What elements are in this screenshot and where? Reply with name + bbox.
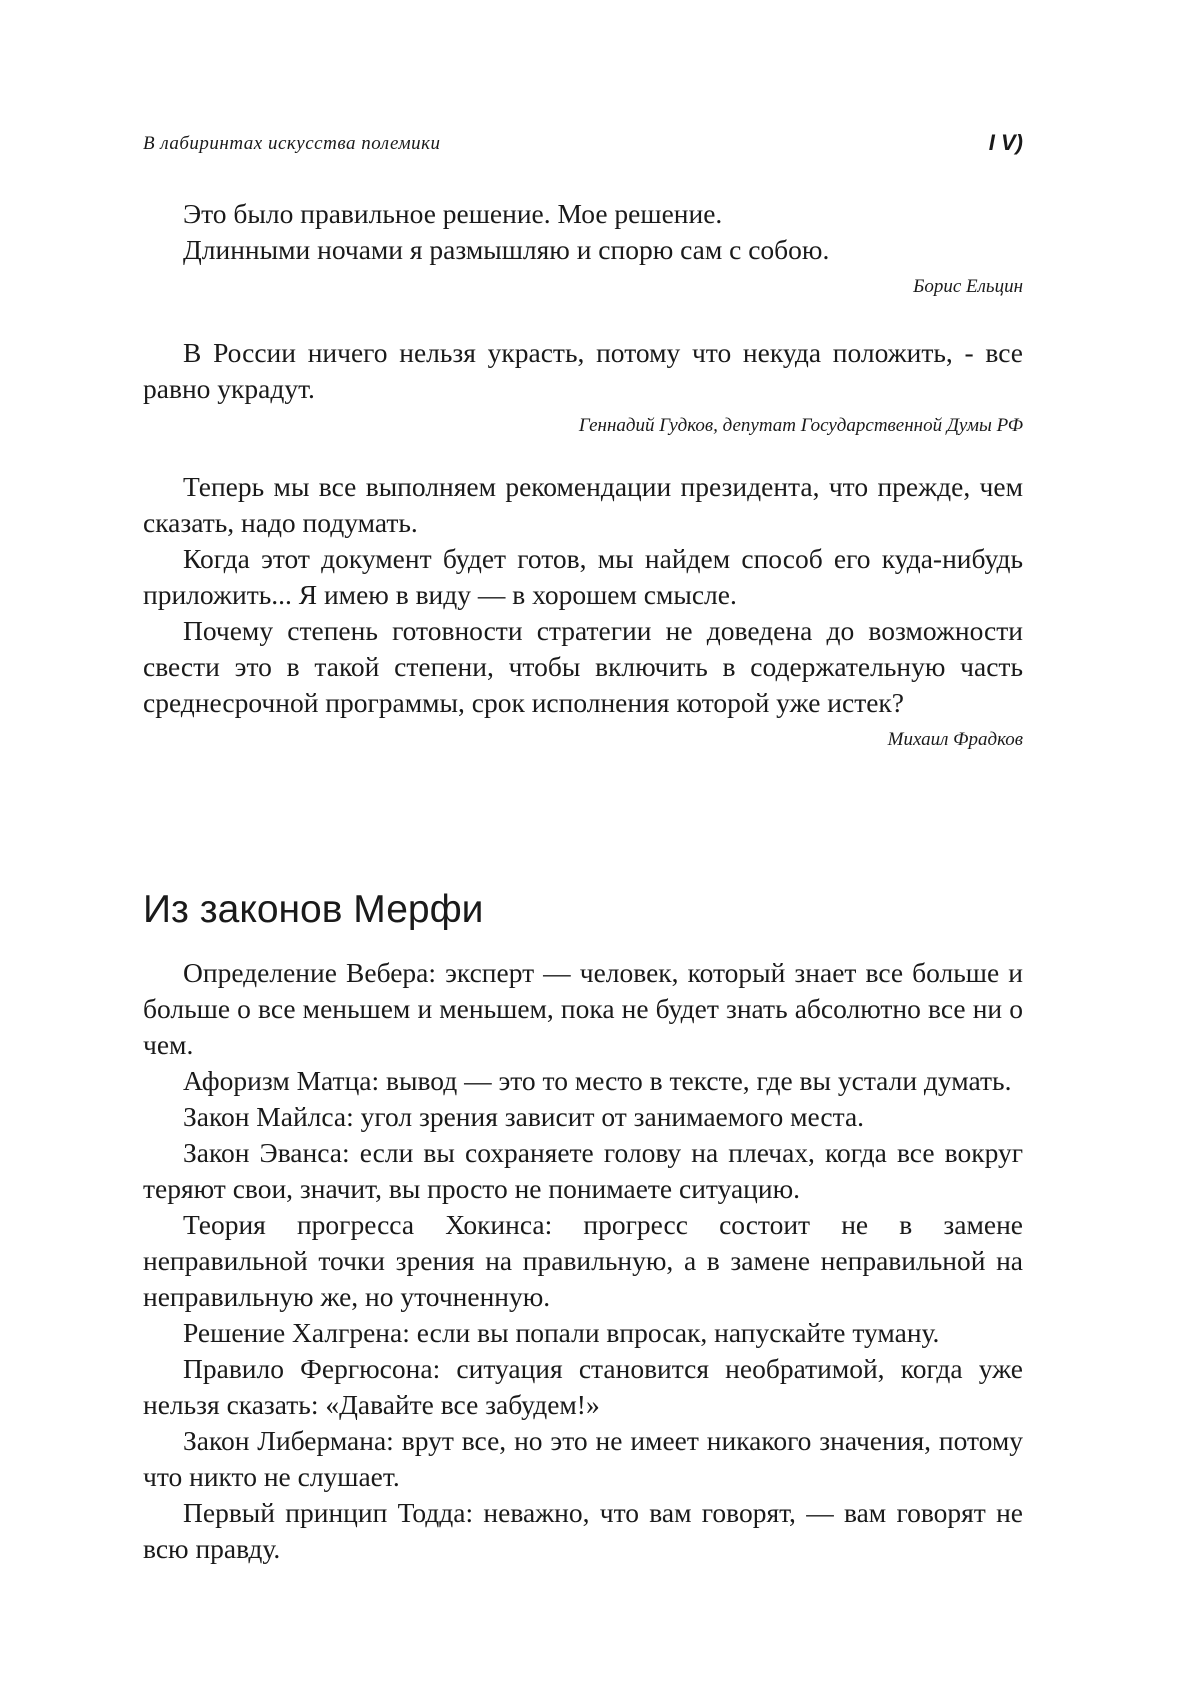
epigraph-yeltsin — [143, 196, 1023, 300]
law-paragraph: Определение Вебера: эксперт — человек, который знает все больше и больше о все меньшем и меньшем, пока не будет знать абсолютно все ни о чем. — [143, 955, 1023, 1063]
running-title: В лабиринтах искусства полемики — [143, 133, 440, 155]
epigraph-paragraph: Когда этот документ будет готов, мы найдем способ его куда-нибудь приложить... Я имею в виду — в хорошем смысле. — [143, 541, 1023, 613]
epigraph-fradkov — [143, 469, 1023, 753]
epigraph-author: Борис Ельцин — [143, 274, 1023, 300]
law-paragraph: Афоризм Матца: вывод — это то место в тексте, где вы устали думать. — [143, 1063, 1023, 1099]
law-paragraph: Закон Эванса: если вы сохраняете голову на плечах, когда все вокруг теряют свои, значит, вы просто не понимаете ситуацию. — [143, 1135, 1023, 1207]
epigraph-line: Это было правильное решение. Мое решение. — [143, 196, 1023, 232]
page-number: I V) — [989, 130, 1023, 156]
law-paragraph: Закон Либермана: врут все, но это не имеет никакого значения, потому что никто не слушает. — [143, 1423, 1023, 1495]
murphy-laws — [143, 955, 1023, 1567]
law-paragraph: Закон Майлса: угол зрения зависит от занимаемого места. — [143, 1099, 1023, 1135]
epigraph-text: В России ничего нельзя украсть, потому что некуда положить, - все равно украдут. — [143, 335, 1023, 407]
epigraph-paragraph: Почему степень готовности стратегии не доведена до возможности свести это в такой степени, чтобы включить в содержательную часть среднесрочной программы, срок исполнения которой уже истек? — [143, 613, 1023, 721]
running-head — [143, 133, 1023, 163]
law-paragraph: Решение Халгрена: если вы попали впросак, напускайте туману. — [143, 1315, 1023, 1351]
epigraph-line: Длинными ночами я размышляю и спорю сам с собою. — [143, 232, 1023, 268]
law-paragraph: Первый принцип Тодда: неважно, что вам говорят, — вам говорят не всю правду. — [143, 1495, 1023, 1567]
epigraph-author: Михаил Фрадков — [143, 727, 1023, 753]
epigraph-gudkov — [143, 335, 1023, 439]
law-paragraph: Теория прогресса Хокинса: прогресс состоит не в замене неправильной точки зрения на правильную, а в замене неправильной на неправильную же, но уточненную. — [143, 1207, 1023, 1315]
section-title: Из законов Мерфи — [143, 888, 483, 932]
law-paragraph: Правило Фергюсона: ситуация становится необратимой, когда уже нельзя сказать: «Давайте все забудем!» — [143, 1351, 1023, 1423]
epigraph-author: Геннадий Гудков, депутат Государственной Думы РФ — [143, 413, 1023, 439]
epigraph-paragraph: Теперь мы все выполняем рекомендации президента, что прежде, чем сказать, надо подумать. — [143, 469, 1023, 541]
